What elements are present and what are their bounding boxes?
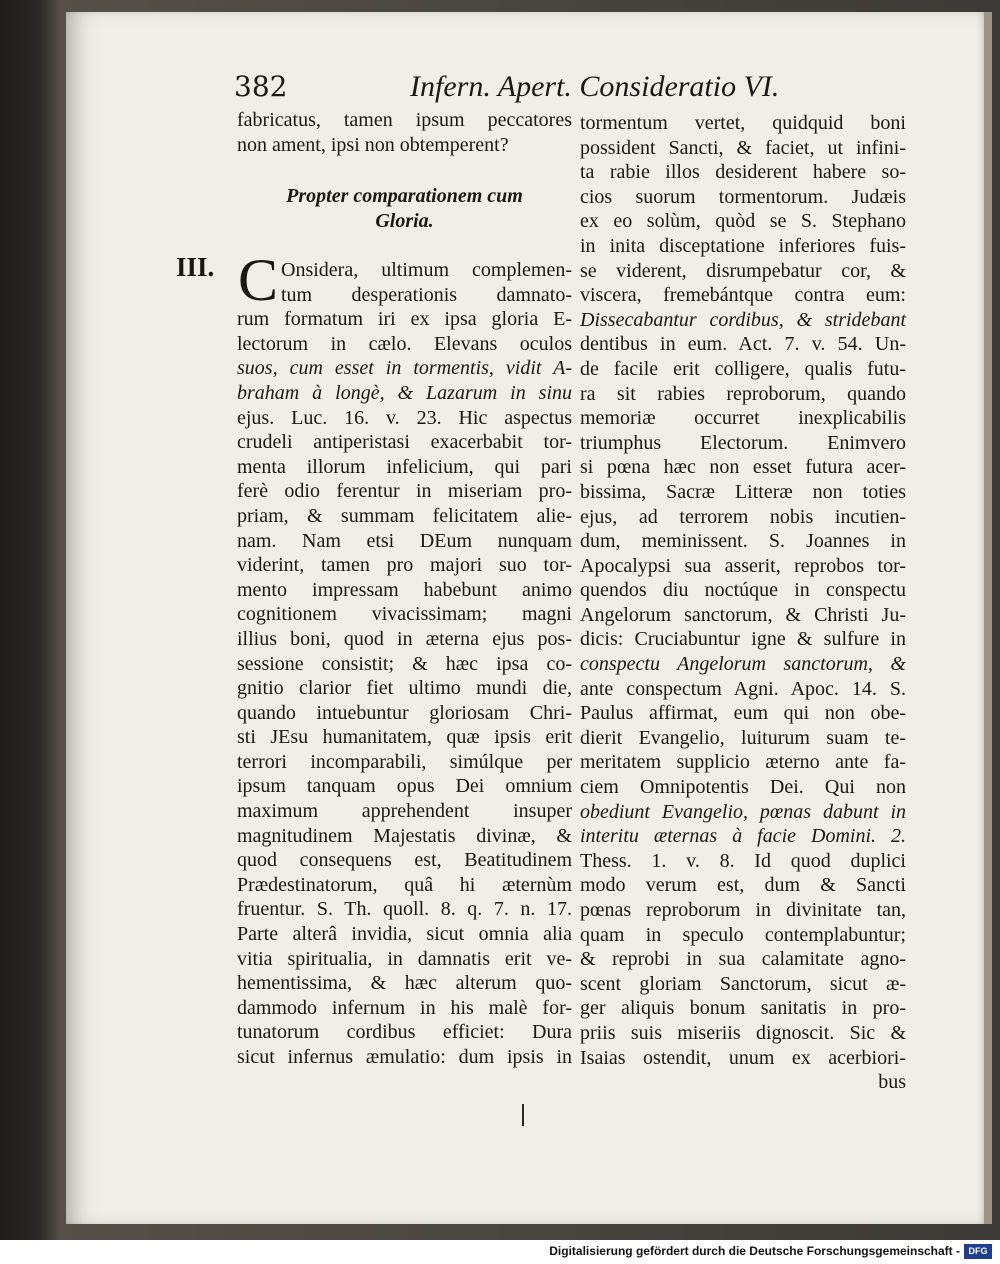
text-line: ra sit rabies reproborum, quando — [580, 382, 906, 405]
marginal-numeral: III. — [176, 252, 215, 282]
text-line: viscera, fremebántque contra eum: — [580, 284, 906, 307]
text-line: maximum apprehendent insuper — [237, 800, 572, 823]
catchword: bus — [878, 1071, 906, 1094]
text-line: fruentur. S. Th. quoll. 8. q. 7. n. 17. — [237, 898, 572, 921]
text-line: ferè odio ferentur in miseriam pro- — [237, 480, 572, 503]
right-column — [580, 111, 906, 1095]
text-line: triumphus Electorum. Enimvero — [580, 431, 906, 454]
running-title: Infern. Apert. Consideratio VI. — [410, 70, 780, 103]
text-line: Onsidera, ultimum complemen- — [281, 259, 572, 281]
text-line: fabricatus, tamen ipsum peccatores — [237, 109, 572, 131]
text-line: tunatorum cordibus efficiet: Dura — [237, 1021, 572, 1044]
signature-mark — [522, 1104, 524, 1126]
funding-credit: Digitalisierung gefördert durch die Deutsche Forschungsgemeinschaft - — [549, 1244, 960, 1258]
text-line: non ament, ipsi non obtemperent? — [237, 133, 509, 156]
text-line: viderint, tamen pro majori suo tor- — [237, 554, 572, 577]
text-line: crudeli antiperistasi exacerbabit tor- — [237, 431, 572, 454]
text-line: memoriæ occurret inexplicabilis — [580, 407, 906, 430]
text-line: ejus. Luc. 16. v. 23. Hic aspectus — [237, 406, 572, 429]
text-line: dierit Evangelio, luiturum suam te- — [580, 726, 906, 749]
text-line: tum desperationis damnato- — [281, 283, 572, 306]
text-line: quando intuebuntur gloriosam Chri- — [237, 701, 572, 724]
text-line: rum formatum iri ex ipsa gloria E- — [237, 308, 572, 331]
text-line: vitia spiritualia, in damnatis erit ve- — [237, 947, 572, 970]
text-line: menta illorum infelicium, qui pari — [237, 455, 572, 478]
text-line: hementissima, & hæc alterum quo- — [237, 972, 572, 995]
page-edge — [984, 12, 992, 1224]
text-line: sessione consistit; & hæc ipsa co- — [237, 652, 572, 675]
text-line: se viderent, disrumpebatur cor, & — [580, 259, 906, 282]
text-line: nam. Nam etsi DEum nunquam — [237, 529, 572, 552]
section-heading-line: Gloria. — [375, 210, 434, 232]
text-line: ex eo solùm, quòd se S. Stephano — [580, 210, 906, 233]
text-line: interitu æternas à facie Domini. 2. — [580, 825, 906, 848]
text-line: sti JEsu humanitatem, quæ ipsis erit — [237, 726, 572, 749]
text-line: Dissecabantur cordibus, & stridebant — [580, 308, 906, 331]
text-line: dum, meminissent. S. Joannes in — [580, 530, 906, 553]
page-number: 382 — [234, 70, 288, 103]
text-line: de facile erit colligere, qualis futu- — [580, 357, 906, 380]
text-line: lectorum in cælo. Elevans oculos — [237, 332, 572, 355]
text-line: Isaias ostendit, unum ex acerbiori- — [580, 1046, 906, 1069]
text-line: ta rabie illos desiderent habere so- — [580, 161, 906, 184]
text-line: obediunt Evangelio, pœnas dabunt in — [580, 800, 906, 823]
text-line: gnitio clarior fiet ultimo mundi die, — [237, 677, 572, 700]
text-line: ante conspectum Agni. Apoc. 14. S. — [580, 677, 906, 700]
drop-cap: C — [238, 247, 279, 313]
text-line: cios suorum tormentorum. Judæis — [580, 185, 906, 208]
footer-bar — [0, 1240, 1000, 1264]
left-column — [237, 108, 572, 157]
text-line: Parte alterâ invidia, sicut omnia alia — [237, 923, 572, 946]
text-line: dammodo infernum in his malè for- — [237, 996, 572, 1019]
text-line: priis suis miseriis dignoscit. Sic & — [580, 1021, 906, 1044]
text-line: illius boni, quod in æterna ejus pos- — [237, 627, 572, 650]
text-line: quam in speculo contemplabuntur; — [580, 923, 906, 946]
section-heading — [237, 184, 572, 234]
text-line: dicis: Cruciabuntur igne & sulfure in — [580, 628, 906, 651]
text-line: Paulus affirmat, eum qui non obe- — [580, 702, 906, 725]
text-line: si pœna hæc non esset futura acer- — [580, 456, 906, 479]
text-line: Apocalypsi sua asserit, reprobos tor- — [580, 554, 906, 577]
text-line: modo verum est, dum & Sancti — [580, 874, 906, 897]
text-line: ejus, ad terrorem nobis incutien- — [580, 505, 906, 528]
text-line: cognitionem vivacissimam; magni — [237, 603, 572, 626]
text-line: pœnas reproborum in divinitate tan, — [580, 899, 906, 921]
text-line: meritatem supplicio æterno ante fa- — [580, 751, 906, 774]
text-line: Prædestinatorum, quâ hi æternùm — [237, 873, 572, 896]
text-line: bissima, Sacræ Litteræ non toties — [580, 480, 906, 503]
text-line: ipsum tanquam opus Dei omnium — [237, 775, 572, 798]
text-line: terrori incomparabili, simúlque per — [237, 750, 572, 773]
text-line: quod consequens est, Beatitudinem — [237, 849, 572, 872]
text-line: magnitudinem Majestatis divinæ, & — [237, 824, 572, 847]
text-line: sicut infernus æmulatio: dum ipsis in — [237, 1046, 572, 1068]
text-line: suos, cum esset in tormentis, vidit A- — [237, 357, 572, 380]
text-line: ger aliquis bonum sanitatis in pro- — [580, 997, 906, 1020]
text-line: & reprobi in sua calamitate agno- — [580, 948, 906, 971]
text-line: Thess. 1. v. 8. Id quod duplici — [580, 849, 906, 872]
text-line: Angelorum sanctorum, & Christi Ju- — [580, 603, 906, 626]
text-line: dentibus in eum. Act. 7. v. 54. Un- — [580, 333, 906, 356]
text-line: conspectu Angelorum sanctorum, & — [580, 653, 906, 676]
running-header — [234, 68, 914, 108]
text-line: in inita disceptatione inferiores fuis- — [580, 234, 906, 257]
text-line: scent gloriam Sanctorum, sicut æ- — [580, 972, 906, 995]
text-line: possident Sancti, & faciet, ut infini- — [580, 136, 906, 159]
section-heading-line: Propter comparationem cum — [286, 185, 523, 207]
text-line: quendos diu noctúque in conspectu — [580, 579, 906, 602]
text-line: mento impressam habebunt animo — [237, 578, 572, 601]
text-line: braham à longè, & Lazarum in sinu — [237, 381, 572, 404]
left-column-body — [237, 258, 572, 1070]
text-line: tormentum vertet, quidquid boni — [580, 112, 906, 134]
dfg-logo: DFG — [964, 1244, 992, 1259]
text-line: priam, & summam felicitatem alie- — [237, 504, 572, 527]
text-line: ciem Omnipotentis Dei. Qui non — [580, 776, 906, 799]
